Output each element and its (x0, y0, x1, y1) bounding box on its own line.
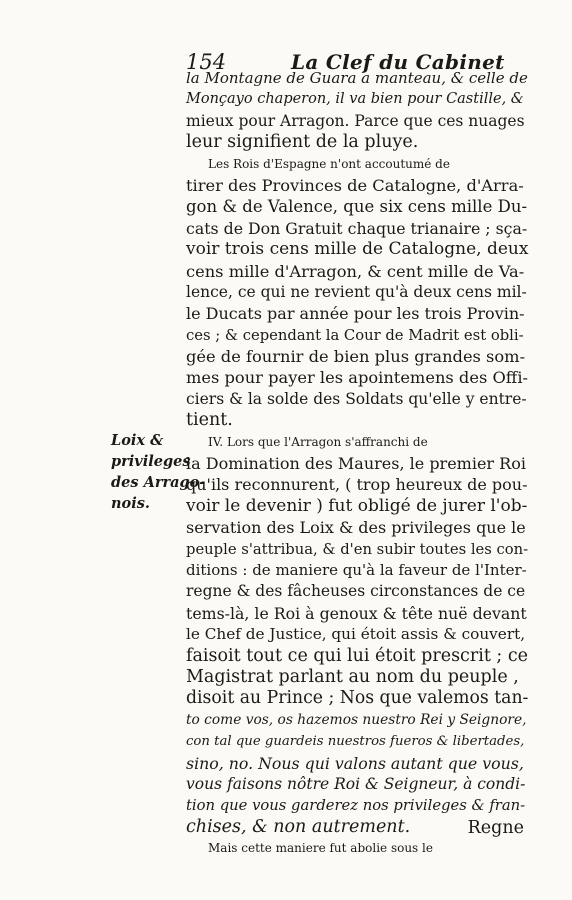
text-line: faisoit tout ce qui lui étoit prescrit ; ce (186, 645, 529, 666)
text-line: voir trois cens mille de Catalogne, deux (186, 239, 529, 260)
running-title: La Clef du Cabinet (291, 50, 505, 74)
text-line: Magistrat parlant au nom du peuple , (186, 666, 519, 687)
text-line: Monçayo chaperon, il va bien pour Castille, & (186, 91, 524, 108)
text-line: ciers & la solde des Soldats qu'elle y entre- (186, 389, 527, 408)
margin-note-line: privileges (111, 453, 191, 470)
text-line: sino, no. Nous qui valons autant que vous, (186, 753, 524, 773)
text-line: peuple s'attribua, & d'en subir toutes les con- (186, 540, 529, 558)
text-line: cens mille d'Arragon, & cent mille de Va- (186, 261, 525, 281)
text-line: regne & des fâcheuses circonstances de ce (186, 582, 526, 601)
text-line: le Ducats par année pour les trois Provin- (186, 304, 525, 324)
text-line: chises, & non autrement. (186, 816, 411, 837)
margin-note-line: Loix & (111, 432, 164, 449)
text-line: tirer des Provinces de Catalogne, d'Arra- (186, 175, 524, 195)
text-line: tion que vous garderez nos privileges & fran- (186, 797, 526, 815)
text-line: la Domination des Maures, le premier Roi (186, 454, 526, 474)
text-line: tient. (186, 410, 233, 431)
catchword: Regne (467, 818, 524, 838)
text-line: con tal que guardeis nuestros fueros & libertades, (186, 734, 525, 750)
margin-note-line: des Arrago- (111, 474, 206, 491)
text-line: to come vos, os hazemos nuestro Rei y Seignore, (186, 711, 527, 728)
text-line: tems-là, le Roi à genoux & tête nuë devant (186, 603, 527, 623)
text-line: leur signifient de la pluye. (186, 132, 419, 153)
text-line: Les Rois d'Espagne n'ont accoutumé de (208, 156, 450, 171)
text-line: cats de Don Gratuit chaque trianaire ; sça- (186, 218, 528, 238)
text-line: qu'ils reconnurent, ( trop heureux de pou- (186, 475, 528, 495)
text-line: lence, ce qui ne revient qu'à deux cens mil- (186, 282, 527, 301)
text-line: ces ; & cependant la Cour de Madrit est obli- (186, 326, 524, 344)
margin-note (111, 430, 206, 514)
margin-note-line: nois. (111, 495, 150, 512)
text-line: gon & de Valence, que six cens mille Du- (186, 197, 528, 217)
text-line: ditions : de maniere qu'à la faveur de l'Inter- (186, 560, 527, 579)
text-line: gée de fournir de bien plus grandes som- (186, 347, 526, 367)
text-line: la Montagne de Guara a manteau, & celle de (186, 69, 528, 87)
text-line: vous faisons nôtre Roi & Seigneur, à condi- (186, 774, 526, 793)
text-line: servation des Loix & des privileges que le (186, 518, 526, 538)
text-line: IV. Lors que l'Arragon s'affranchi de (208, 434, 428, 449)
text-line: mes pour payer les apointemens des Offi- (186, 368, 529, 388)
body-text (186, 68, 529, 859)
text-line: disoit au Prince ; Nos que valemos tan- (186, 688, 529, 709)
text-line: voir le devenir ) fut obligé de jurer l'ob- (186, 495, 528, 516)
page-number: 154 (186, 50, 227, 74)
text-line: le Chef de Justice, qui étoit assis & couvert, (186, 625, 526, 644)
text-line: Mais cette maniere fut abolie sous le (208, 841, 433, 856)
text-line: mieux pour Arragon. Parce que ces nuages (186, 111, 525, 130)
